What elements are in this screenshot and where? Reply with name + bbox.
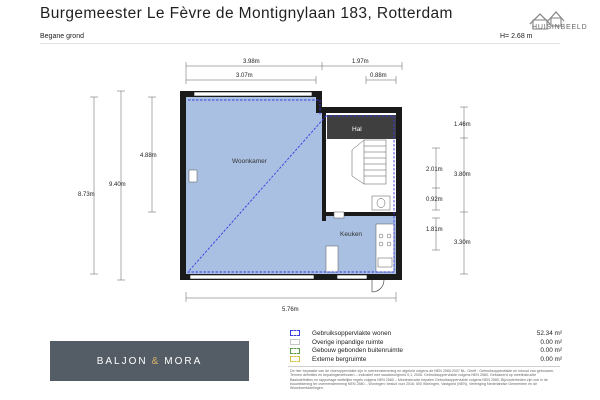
- disclaimer-text: De hier bepaalde van de vloeroppervlakte zijn in overeenstemming en afgeleid volgens de NEN 2580:2007 NL. Geeft : Gebruiksoppervlakte en inhoud van gebouwen, Termen definities en bepalingsmethoden – Indicatief met nauwkeurigheid 0,1, 2006. Gebruiksoppervlakte volgens NEN 2580. Gebaseerd op meetinstructie Basisdefinities en rapportage wettelijke regels volgens NEN 2580 – Meetinstructie bepalen Gebruiksoppervlakte volgens NEN 2580, Bijzonderheden zijn ook in de bouwtekening ter overeenstemming NEN 2580 – Woningen: besluit voor 2016, 500 Woningen, Vastgoed (NEN), Vereniging Nederlandse Gemeenten en de Woonbemiddelingen.: [290, 369, 555, 391]
- brand-right: MORA: [164, 355, 203, 367]
- legend-value: 0.00 m²: [540, 338, 562, 346]
- dim-top-right-outer: 1.97m: [352, 59, 369, 65]
- legend-value: 52.34 m²: [536, 329, 562, 337]
- bottom-dimension-line: [186, 292, 396, 302]
- legend-label: Gebruiksoppervlakte wonen: [312, 329, 392, 337]
- window-kitchen: [337, 275, 367, 279]
- dim-right-5: 1.81m: [426, 227, 443, 233]
- dim-left-total: 8.73m: [78, 192, 95, 198]
- kitchen-counter-icon: [376, 224, 394, 272]
- legend-value: 0.00 m²: [540, 347, 562, 355]
- legend-row: [290, 346, 562, 355]
- brand-ampersand: &: [151, 355, 161, 367]
- dim-top-left-outer: 3.98m: [243, 59, 260, 65]
- dim-bottom-width: 5.76m: [282, 307, 299, 313]
- dim-left-middle: 9.40m: [109, 182, 126, 188]
- logo-text: HUISINBEELD: [532, 24, 588, 31]
- window-top: [194, 92, 312, 96]
- room-label-hal: Hal: [352, 126, 362, 133]
- floor-name: Begane grond: [40, 33, 84, 40]
- dim-right-2: 3.80m: [454, 172, 471, 178]
- toilet-icon: [372, 196, 390, 210]
- dim-right-3: 2.01m: [426, 167, 443, 173]
- radiator-icon: [189, 170, 197, 182]
- brand-left: BALJON: [96, 355, 148, 367]
- legend-row: [290, 329, 562, 338]
- legend-label: Gebouw gebonden buitenruimte: [312, 347, 403, 355]
- cabinet-icon: [326, 246, 338, 272]
- room-label-keuken: Keuken: [340, 231, 363, 238]
- room-label-woonkamer: Woonkamer: [232, 158, 267, 165]
- legend-row: [290, 355, 562, 364]
- legend-row: [290, 338, 562, 347]
- dim-top-right-inner: 0.88m: [370, 73, 387, 79]
- dim-right-4: 0.92m: [426, 197, 443, 203]
- dim-right-1: 1.46m: [454, 122, 471, 128]
- living-room-area: [186, 97, 322, 275]
- window-bottom: [190, 275, 314, 279]
- dim-top-left-inner: 3.07m: [236, 73, 253, 79]
- dim-left-inner: 4.88m: [140, 153, 157, 159]
- dim-right-6: 3.30m: [454, 240, 471, 246]
- brand-logo: [50, 341, 249, 381]
- legend-label: Externe bergruimte: [312, 355, 367, 363]
- front-door-icon: [372, 280, 384, 292]
- legend-swatch: [290, 348, 300, 354]
- legend-swatch: [290, 356, 300, 362]
- right-dimension-lines: [432, 107, 468, 274]
- legend-swatch: [290, 330, 300, 336]
- legend-value: 0.00 m²: [540, 355, 562, 363]
- page-title: Burgemeester Le Fèvre de Montignylaan 183, Rotterdam: [40, 5, 453, 22]
- area-legend: [290, 329, 562, 364]
- meter-cupboard-icon: [334, 212, 344, 218]
- legend-label: Overige inpandige ruimte: [312, 338, 384, 346]
- legend-divider: [288, 366, 560, 367]
- legend-swatch: [290, 339, 300, 345]
- ceiling-height: H= 2.68 m: [500, 33, 533, 40]
